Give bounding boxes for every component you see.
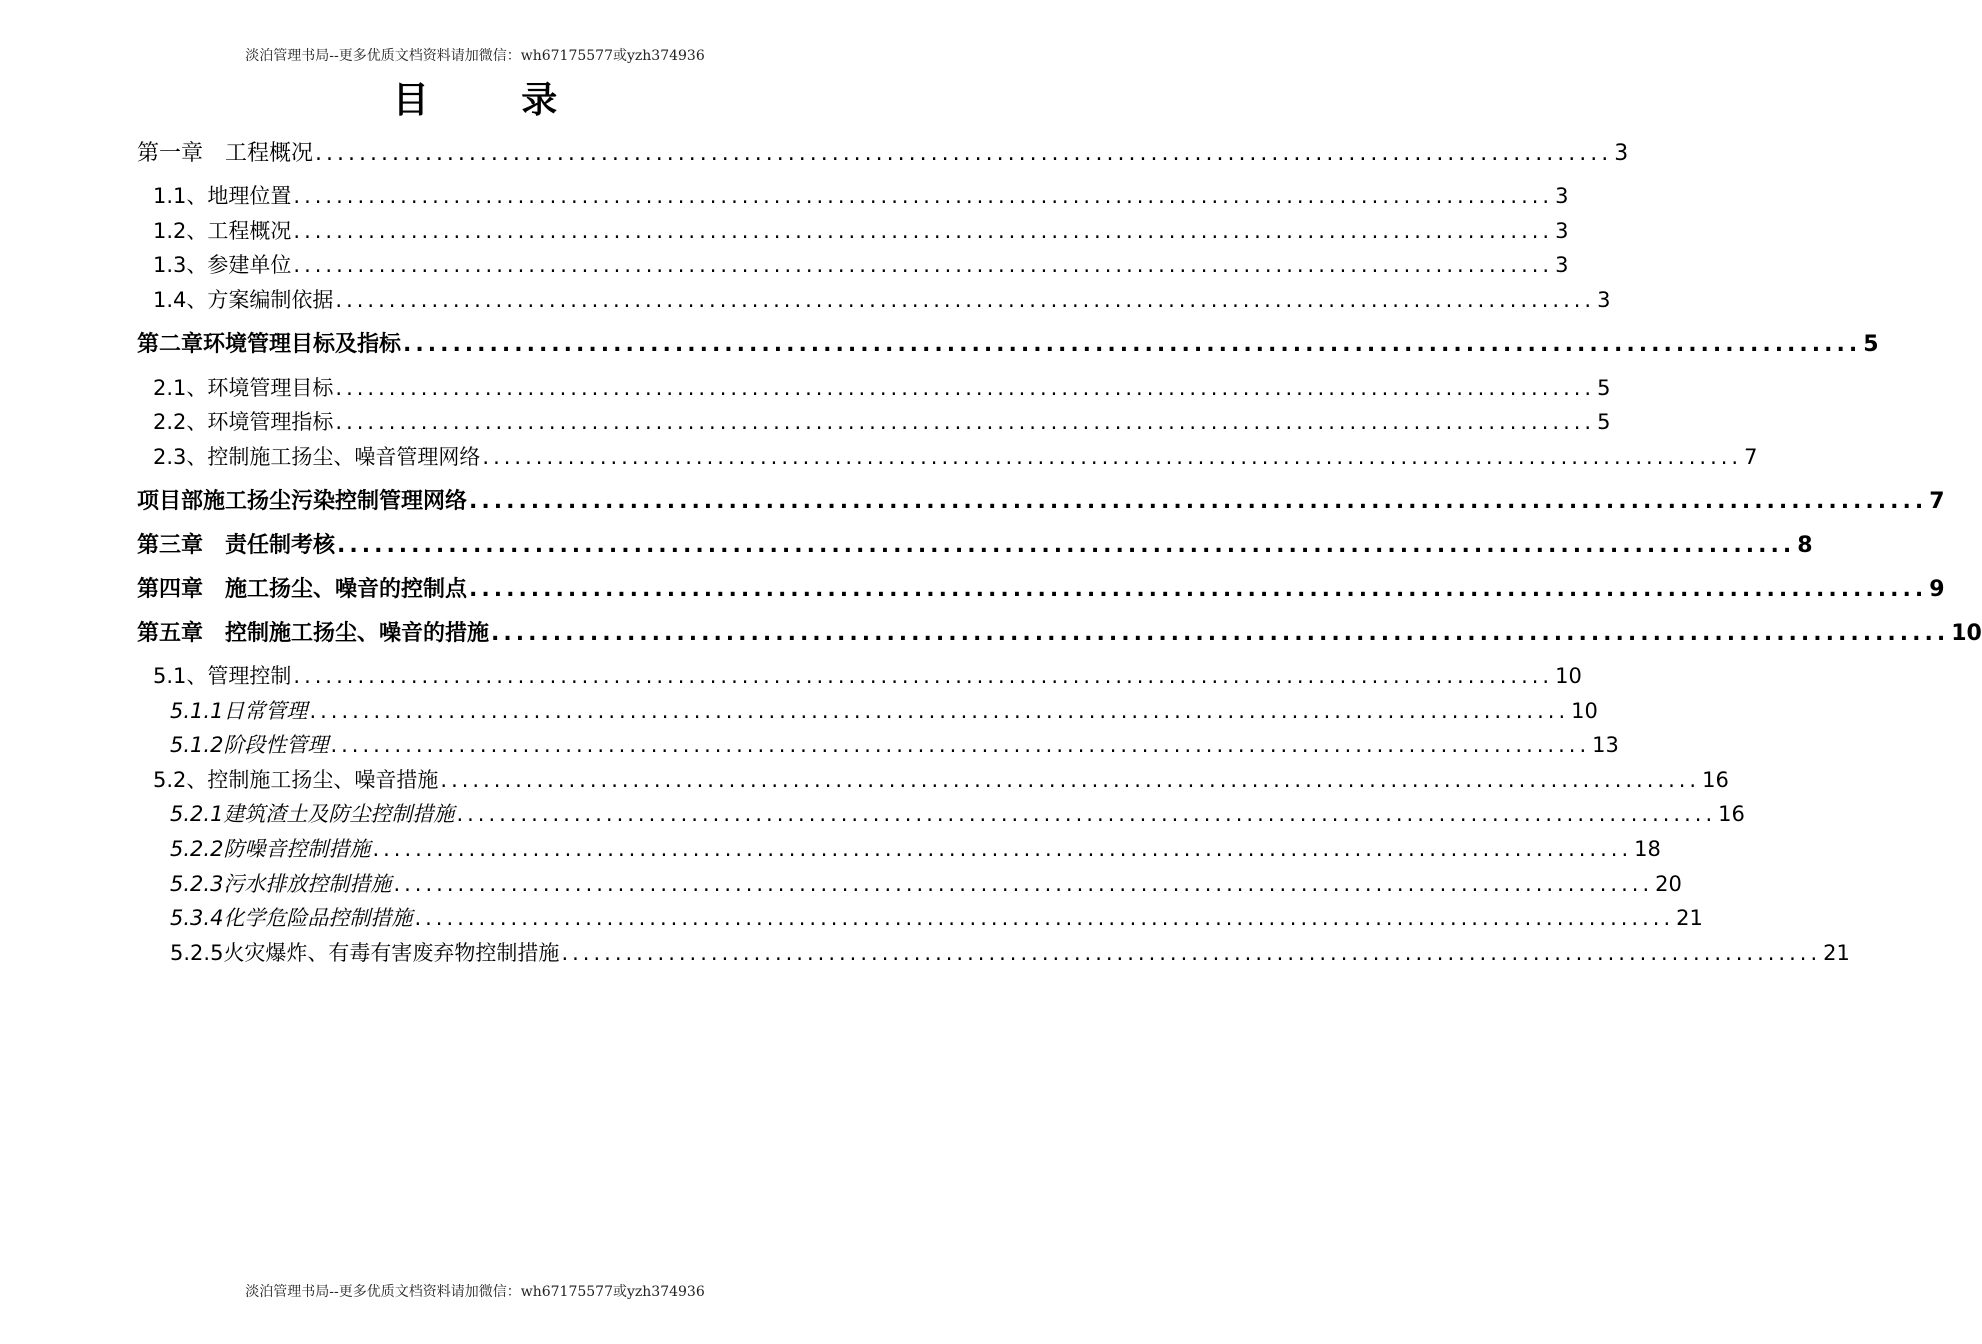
toc-page-number: 21	[1676, 906, 1703, 930]
toc-page-number: 9	[1929, 577, 1945, 602]
dot-leader: ......................................................................................................................	[491, 621, 1950, 646]
dot-leader: ......................................................................................................................	[482, 445, 1743, 469]
toc-page-number: 3	[1555, 253, 1569, 277]
toc-page-number: 3	[1614, 141, 1629, 166]
toc-entry-text: 2.3、控制施工扬尘、噪音管理网络	[153, 445, 481, 469]
toc-entry-text: 1.1、地理位置	[153, 184, 292, 208]
dot-leader: ......................................................................................................................	[469, 577, 1928, 602]
toc-page-number: 8	[1797, 533, 1813, 558]
toc-entry[interactable]	[153, 764, 1729, 794]
toc-entry[interactable]	[153, 372, 1611, 402]
toc-page-number: 21	[1823, 941, 1850, 965]
page-title: 目 录	[392, 80, 598, 121]
toc-page-number: 20	[1655, 872, 1682, 896]
toc-page-number: 16	[1702, 768, 1729, 792]
toc-entry[interactable]	[137, 616, 1982, 647]
toc-page-number: 3	[1555, 184, 1569, 208]
toc-entry-text: 5.2、控制施工扬尘、噪音措施	[153, 768, 439, 792]
dot-leader: ......................................................................................................................	[309, 699, 1570, 723]
toc-entry[interactable]	[153, 660, 1582, 690]
dot-leader: ......................................................................................................................	[403, 332, 1862, 357]
toc-page-number: 5	[1597, 410, 1611, 434]
toc-page-number: 10	[1571, 699, 1598, 723]
toc-entry-text: 项目部施工扬尘污染控制管理网络	[137, 489, 468, 514]
dot-leader: ......................................................................................................................	[330, 733, 1591, 757]
toc-entry-text: 1.2、工程概况	[153, 219, 292, 243]
dot-leader: ......................................................................................................................	[293, 664, 1554, 688]
toc-entry[interactable]	[153, 441, 1758, 471]
page-footer: 淡泊管理书局--更多优质文档资料请加微信：wh67175577或yzh374936	[245, 1284, 705, 1300]
toc-entry[interactable]	[137, 572, 1945, 603]
dot-leader: ......................................................................................................................	[440, 768, 1701, 792]
toc-entry-text: 5.1、管理控制	[153, 664, 292, 688]
toc-page-number: 13	[1592, 733, 1619, 757]
dot-leader: ......................................................................................................................	[337, 533, 1796, 558]
toc-entry-text: 2.2、环境管理指标	[153, 410, 334, 434]
dot-leader: ......................................................................................................................	[469, 489, 1928, 514]
toc-entry-text: 第一章 工程概况	[137, 141, 314, 166]
toc-entry-text: 2.1、环境管理目标	[153, 376, 334, 400]
toc-entry[interactable]	[170, 833, 1661, 863]
toc-page-number: 10	[1951, 621, 1982, 646]
toc-page-number: 18	[1634, 837, 1661, 861]
toc-entry[interactable]	[170, 798, 1745, 828]
dot-leader: ......................................................................................................................	[456, 802, 1717, 826]
dot-leader: ......................................................................................................................	[335, 376, 1596, 400]
toc-page-number: 3	[1555, 219, 1569, 243]
toc-page-number: 3	[1597, 288, 1611, 312]
toc-entry[interactable]	[170, 695, 1598, 725]
toc-entry-text: 5.1.2阶段性管理	[170, 733, 329, 757]
dot-leader: ......................................................................................................................	[293, 219, 1554, 243]
dot-leader: ......................................................................................................................	[561, 941, 1822, 965]
toc-entry[interactable]	[153, 406, 1611, 436]
dot-leader: ......................................................................................................................	[335, 288, 1596, 312]
dot-leader: ......................................................................................................................	[293, 253, 1554, 277]
toc-page-number: 5	[1863, 332, 1879, 357]
toc-page-number: 7	[1744, 445, 1758, 469]
toc-entry[interactable]	[137, 136, 1629, 167]
toc-page-number: 10	[1555, 664, 1582, 688]
toc-entry-text: 第二章环境管理目标及指标	[137, 332, 402, 357]
toc-page-number: 5	[1597, 376, 1611, 400]
dot-leader: ......................................................................................................................	[414, 906, 1675, 930]
toc-entry-text: 5.1.1日常管理	[170, 699, 308, 723]
toc-entry[interactable]	[137, 484, 1945, 515]
dot-leader: ......................................................................................................................	[393, 872, 1654, 896]
toc-entry[interactable]	[153, 180, 1569, 210]
dot-leader: ......................................................................................................................	[335, 410, 1596, 434]
toc-entry[interactable]	[137, 528, 1813, 559]
toc-entry-text: 1.3、参建单位	[153, 253, 292, 277]
dot-leader: ......................................................................................................................	[372, 837, 1633, 861]
toc-entry[interactable]	[137, 327, 1879, 358]
toc-entry-text: 5.3.4化学危险品控制措施	[170, 906, 413, 930]
toc-entry-text: 5.2.1建筑渣土及防尘控制措施	[170, 802, 455, 826]
toc-entry-text: 5.2.3污水排放控制措施	[170, 872, 392, 896]
toc-entry-text: 5.2.5火灾爆炸、有毒有害废弃物控制措施	[170, 941, 560, 965]
dot-leader: ......................................................................................................................	[315, 141, 1613, 166]
toc-entry-text: 第五章 控制施工扬尘、噪音的措施	[137, 621, 490, 646]
toc-entry[interactable]	[170, 729, 1619, 759]
dot-leader: ......................................................................................................................	[293, 184, 1554, 208]
page-header: 淡泊管理书局--更多优质文档资料请加微信：wh67175577或yzh374936	[245, 48, 705, 64]
toc-entry-text: 第三章 责任制考核	[137, 533, 336, 558]
toc-entry[interactable]	[153, 249, 1569, 279]
toc-entry-text: 第四章 施工扬尘、噪音的控制点	[137, 577, 468, 602]
toc-page-number: 16	[1718, 802, 1745, 826]
toc-entry[interactable]	[170, 902, 1703, 932]
toc-entry[interactable]	[170, 868, 1682, 898]
toc-entry[interactable]	[170, 937, 1850, 967]
toc-entry-text: 5.2.2防噪音控制措施	[170, 837, 371, 861]
toc-entry-text: 1.4、方案编制依据	[153, 288, 334, 312]
toc-entry[interactable]	[153, 284, 1611, 314]
toc-page-number: 7	[1929, 489, 1945, 514]
toc-entry[interactable]	[153, 215, 1569, 245]
